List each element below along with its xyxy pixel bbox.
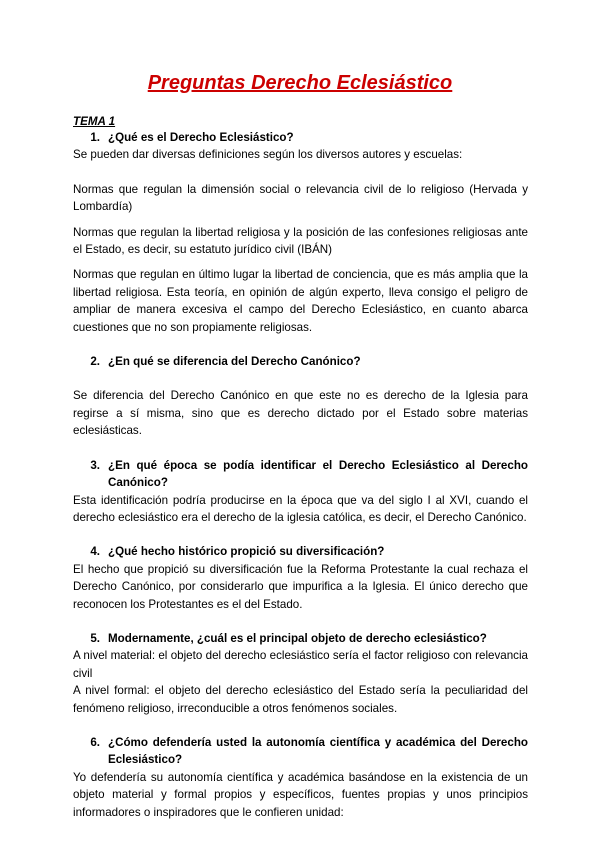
question-text: Modernamente, ¿cuál es el principal objeto de derecho eclesiástico? [108,631,487,645]
answer-paragraph: Se pueden dar diversas definiciones según los diversos autores y escuelas: [73,148,463,162]
answer-paragraph: Se diferencia del Derecho Canónico en que este no es derecho de la Iglesia para regirse a sí misma, sino que es derecho dictado por el Estado sobre materias eclesiásticas. [73,389,528,438]
page-title: Preguntas Derecho Eclesiástico [147,72,453,94]
answer-paragraph: A nivel formal: el objeto del derecho eclesiástico del Estado sería la peculiaridad del fenómeno religioso, irreconducible a otros fenómenos sociales. [73,684,528,715]
answer-paragraph: Normas que regulan la libertad religiosa y la posición de las confesiones religiosas ante el Estado, es decir, su estatuto jurídico civil (IBÁN) [73,225,528,257]
question-number: 1. [90,131,100,144]
question-text: ¿Qué hecho histórico propició su diversificación? [108,545,385,559]
question-number: 3. [90,458,100,472]
question-text: ¿Qué es el Derecho Eclesiástico? [108,131,294,144]
question-text: ¿En qué época se podía identificar el Derecho Eclesiástico al Derecho Canónico? [108,458,528,490]
answer-paragraph: A nivel material: el objeto del derecho eclesiástico sería el factor religioso con relevancia civil [73,649,528,680]
document-body [73,114,528,821]
question-number: 5. [90,631,100,645]
answer-paragraph: Normas que regulan en último lugar la libertad de conciencia, que es más amplia que la libertad religiosa. Esta teoría, en opinión de algún experto, lleva consigo el peligro de ampliar de manera excesiva el campo del Derecho Eclesiástico, en cuanto abarca cuestiones que no son propiamente religiosas. [73,268,528,334]
question-2 [73,353,528,370]
section-heading: TEMA 1 [73,115,116,128]
question-6 [73,734,528,769]
question-number: 2. [90,355,100,369]
question-4 [73,543,528,560]
question-number: 4. [90,545,100,559]
question-number: 6. [90,735,100,749]
answer-paragraph: Yo defendería su autonomía científica y académica basándose en la existencia de un objeto material y formal propios y específicos, fuentes propias y unos principios informadores o inspiradores que le confieren unidad: [73,770,528,819]
question-5 [73,630,528,647]
answer-paragraph: Esta identificación podría producirse en la época que va del siglo I al XVI, cuando el derecho eclesiástico era el derecho de la iglesia católica, es decir, el Derecho Canónico. [73,493,528,524]
answer-paragraph: El hecho que propició su diversificación fue la Reforma Protestante la cual rechaza el Derecho Canónico, por considerarlo que impurifica a la Iglesia. El único derecho que reconocen los Protestantes es el del Estado. [73,562,528,611]
question-text: ¿Cómo defendería usted la autonomía científica y académica del Derecho Eclesiástico? [108,735,528,767]
question-text: ¿En qué se diferencia del Derecho Canónico? [108,355,361,369]
answer-paragraph: Normas que regulan la dimensión social o relevancia civil de lo religioso (Hervada y Lombardía) [73,182,528,214]
question-3 [73,457,528,492]
question-1 [73,129,528,146]
